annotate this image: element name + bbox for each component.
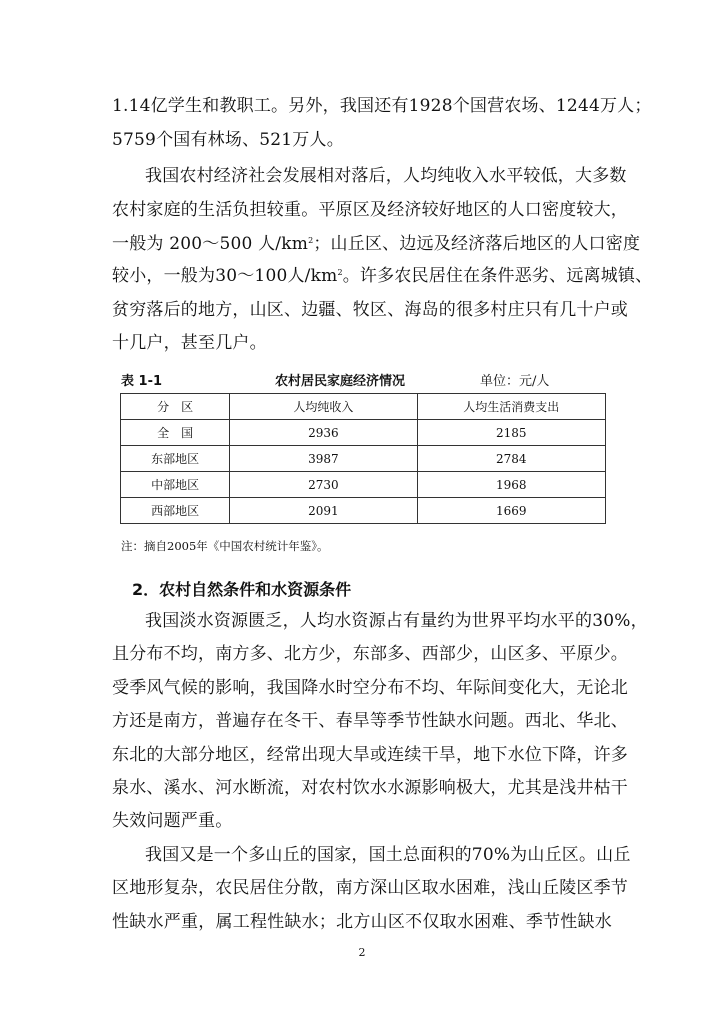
table-cell: 中部地区 — [121, 472, 230, 498]
table-cell: 西部地区 — [121, 498, 230, 524]
para2-line-3-text-end: ；山丘区、边远及经济落后地区的人口密度 — [313, 234, 641, 254]
data-table — [120, 393, 606, 524]
section-heading: 2．农村自然条件和水资源条件 — [132, 580, 352, 599]
para2-line-2: 农村家庭的生活负担较重。平原区及经济较好地区的人口密度较大， — [112, 200, 628, 220]
section2-line-1: 我国淡水资源匮乏，人均水资源占有量约为世界平均水平的30%， — [145, 611, 648, 631]
table-note: 注：摘自2005年《中国农村统计年鉴》。 — [121, 539, 329, 553]
table-header-row — [121, 394, 606, 420]
section2-line-2: 且分布不均，南方多、北方少，东部多、西部少，山区多、平原少。 — [112, 644, 628, 664]
para2-line-4 — [112, 266, 653, 286]
table-cell: 2936 — [230, 420, 417, 446]
table-cell: 1669 — [417, 498, 605, 524]
para2-line-1: 我国农村经济社会发展相对落后，人均纯收入水平较低，大多数 — [145, 166, 627, 186]
table-title: 农村居民家庭经济情况 — [275, 374, 406, 389]
table-cell: 东部地区 — [121, 446, 230, 472]
table-header-cell: 人均纯收入 — [230, 394, 417, 420]
table-row — [121, 446, 606, 472]
table-cell: 2730 — [230, 472, 417, 498]
para2-line-4-text-end: 。许多农民居住在条件恶劣、远离城镇、 — [342, 266, 653, 286]
para2-line-3 — [112, 234, 641, 254]
para4-line-3: 性缺水严重，属工程性缺水；北方山区不仅取水困难、季节性缺水 — [112, 912, 612, 932]
table-cell: 2784 — [417, 446, 605, 472]
para4-line-2: 区地形复杂，农民居住分散，南方深山区取水困难，浅山丘陵区季节 — [112, 878, 628, 898]
page-number: 2 — [358, 946, 366, 959]
para4-line-1: 我国又是一个多山丘的国家，国土总面积的70%为山丘区。山丘 — [145, 845, 631, 865]
table-row — [121, 472, 606, 498]
section2-line-7: 失效问题严重。 — [112, 811, 233, 831]
para2-line-6: 十几户，甚至几户。 — [112, 333, 267, 353]
section2-line-6: 泉水、溪水、河水断流，对农村饮水水源影响极大，尤其是浅井枯干 — [112, 778, 628, 798]
table-row — [121, 420, 606, 446]
para1-line-1: 1.14亿学生和教职工。另外，我国还有1928个国营农场、1244万人； — [112, 96, 652, 116]
table-cell: 3987 — [230, 446, 417, 472]
table-header-cell: 人均生活消费支出 — [417, 394, 605, 420]
para1-line-2: 5759个国有林场、521万人。 — [112, 130, 344, 150]
para2-line-5: 贫穷落后的地方，山区、边疆、牧区、海岛的很多村庄只有几十户或 — [112, 300, 628, 320]
table-unit: 单位：元/人 — [480, 374, 550, 389]
table-label: 表 1-1 — [121, 374, 163, 389]
table-row — [121, 498, 606, 524]
para2-line-3-text: 一般为 200～500 人/km — [112, 234, 309, 254]
table-cell: 全 国 — [121, 420, 230, 446]
section2-line-3: 受季风气候的影响，我国降水时空分布不均、年际间变化大，无论北 — [112, 678, 628, 698]
table-cell: 2091 — [230, 498, 417, 524]
superscript: 2 — [337, 268, 343, 277]
superscript: 2 — [308, 236, 314, 245]
para2-line-4-text: 较小，一般为30～100人/km — [112, 266, 338, 286]
table-cell: 1968 — [417, 472, 605, 498]
section2-line-5: 东北的大部分地区，经常出现大旱或连续干旱，地下水位下降，许多 — [112, 745, 628, 765]
table-cell: 2185 — [417, 420, 605, 446]
table-header-cell: 分 区 — [121, 394, 230, 420]
section2-line-4: 方还是南方，普遍存在冬干、春旱等季节性缺水问题。西北、华北、 — [112, 711, 628, 731]
